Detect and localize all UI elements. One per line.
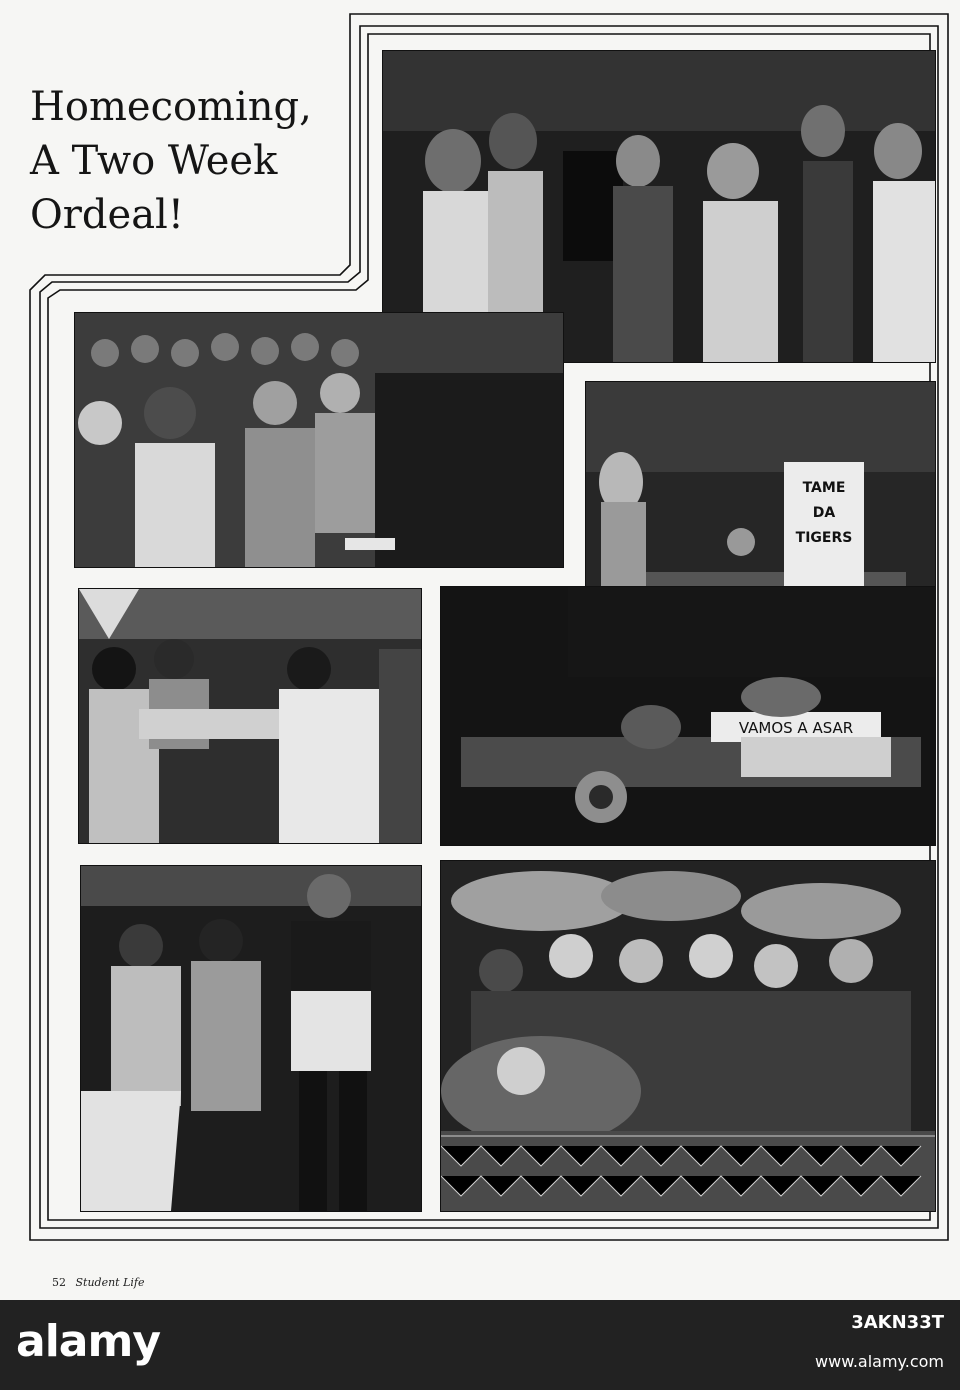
watermark-logo: alamy xyxy=(16,1316,160,1367)
photo-auditorium xyxy=(74,312,564,568)
page-footer xyxy=(52,1276,145,1289)
photo-dance-bottom xyxy=(80,865,422,1212)
section-name: Student Life xyxy=(75,1276,145,1289)
page-number: 52 xyxy=(52,1276,66,1289)
watermark-url: www.alamy.com xyxy=(815,1352,944,1371)
title-line-3: Ordeal! xyxy=(30,192,184,238)
float-sign-line-2: DA xyxy=(812,505,836,521)
title-line-2: A Two Week xyxy=(30,138,278,184)
photo-umbrellas xyxy=(440,860,936,1212)
float-sign-line-3: TIGERS xyxy=(795,530,853,546)
photo-float-night xyxy=(440,586,936,846)
night-float-sign: VAMOS A ASAR xyxy=(738,719,854,737)
float-sign-line-1: TAME xyxy=(802,480,846,496)
page-title xyxy=(30,80,330,242)
watermark-image-id: 3AKN33T xyxy=(851,1312,944,1333)
photo-cafeteria xyxy=(78,588,422,844)
title-line-1: Homecoming, xyxy=(30,84,312,130)
